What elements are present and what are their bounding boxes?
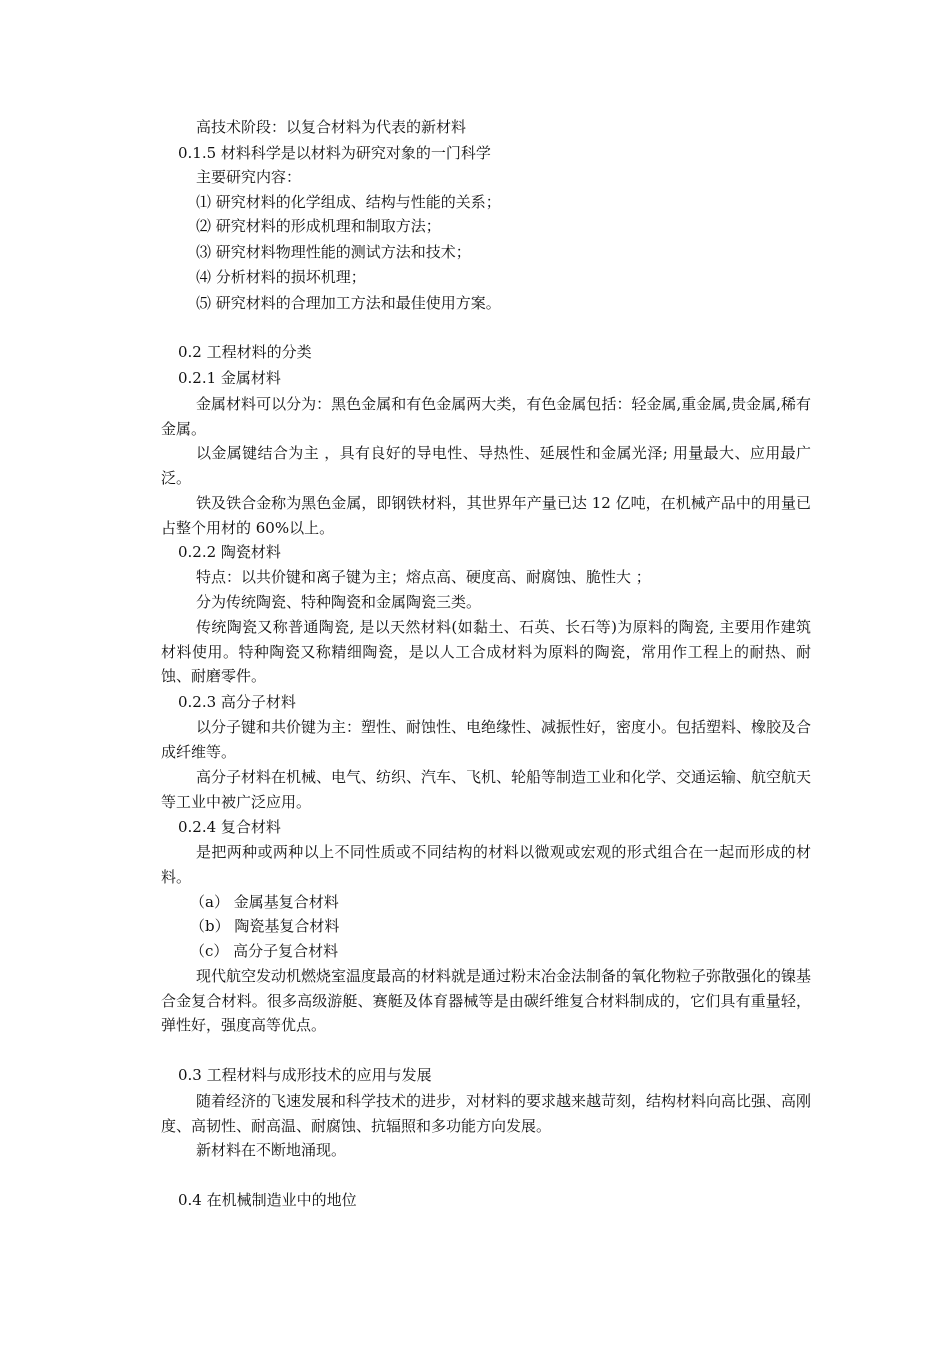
paragraph: 以分子键和共价键为主：塑性、耐蚀性、电绝缘性、减振性好，密度小。包括塑料、橡胶及合成纤维等。 <box>161 718 812 761</box>
subsection-heading: 0.2.1 金属材料 <box>178 369 281 387</box>
paragraph: 随着经济的飞速发展和科学技术的进步，对材料的要求越来越苛刻，结构材料向高比强、高刚度、高韧性、耐高温、耐腐蚀、抗辐照和多功能方向发展。 <box>161 1092 812 1135</box>
paragraph: 金属材料可以分为：黑色金属和有色金属两大类，有色金属包括：轻金属,重金属,贵金属,稀有金属。 <box>161 395 811 438</box>
list-item: （c） 高分子复合材料 <box>190 942 339 960</box>
text-line: 特点：以共价键和离子键为主；熔点高、硬度高、耐腐蚀、脆性大 ； <box>196 568 651 586</box>
section-heading: 0.1.5 材料科学是以材料为研究对象的一门科学 <box>178 144 491 162</box>
subsection-heading: 0.2.4 复合材料 <box>178 818 281 836</box>
subsection-heading: 0.2.3 高分子材料 <box>178 693 296 711</box>
paragraph: 高分子材料在机械、电气、纺织、汽车、飞机、轮船等制造工业和化学、交通运输、航空航天等工业中被广泛应用。 <box>161 768 812 811</box>
list-item: （a） 金属基复合材料 <box>190 893 339 911</box>
text-line: 高技术阶段：以复合材料为代表的新材料 <box>196 118 467 136</box>
text-line: 主要研究内容： <box>196 168 302 186</box>
list-item: （b） 陶瓷基复合材料 <box>190 917 340 935</box>
list-item: ⑵ 研究材料的形成机理和制取方法； <box>196 217 441 235</box>
section-heading: 0.3 工程材料与成形技术的应用与发展 <box>178 1066 432 1084</box>
section-heading: 0.4 在机械制造业中的地位 <box>178 1191 357 1209</box>
paragraph: 是把两种或两种以上不同性质或不同结构的材料以微观或宏观的形式组合在一起而形成的材料。 <box>161 843 811 886</box>
text-line: 新材料在不断地涌现。 <box>196 1141 347 1159</box>
section-heading: 0.2 工程材料的分类 <box>178 343 312 361</box>
paragraph: 以金属键结合为主 ，具有良好的导电性、导热性、延展性和金属光泽; 用量最大、应用最广泛。 <box>161 444 811 487</box>
subsection-heading: 0.2.2 陶瓷材料 <box>178 543 281 561</box>
list-item: ⑷ 分析材料的损坏机理； <box>196 268 366 286</box>
list-item: ⑶ 研究材料物理性能的测试方法和技术； <box>196 243 471 261</box>
text-line: 分为传统陶瓷、特种陶瓷和金属陶瓷三类。 <box>196 593 482 611</box>
paragraph: 现代航空发动机燃烧室温度最高的材料就是通过粉末冶金法制备的氧化物粒子弥散强化的镍基合金复合材料。很多高级游艇、赛艇及体育器械等是由碳纤维复合材料制成的，它们具有重量轻，弹性好，强度高等优点。 <box>161 967 812 1034</box>
list-item: ⑸ 研究材料的合理加工方法和最佳使用方案。 <box>196 294 501 312</box>
paragraph: 传统陶瓷又称普通陶瓷, 是以天然材料(如黏土、石英、长石等)为原料的陶瓷, 主要用作建筑材料使用。特种陶瓷又称精细陶瓷，是以人工合成材料为原料的陶瓷，常用作工程上的耐热、耐蚀、耐磨零件。 <box>161 618 811 685</box>
list-item: ⑴ 研究材料的化学组成、结构与性能的关系； <box>196 193 501 211</box>
paragraph: 铁及铁合金称为黑色金属，即钢铁材料，其世界年产量已达 12 亿吨，在机械产品中的用量已占整个用材的 60%以上。 <box>161 494 811 537</box>
